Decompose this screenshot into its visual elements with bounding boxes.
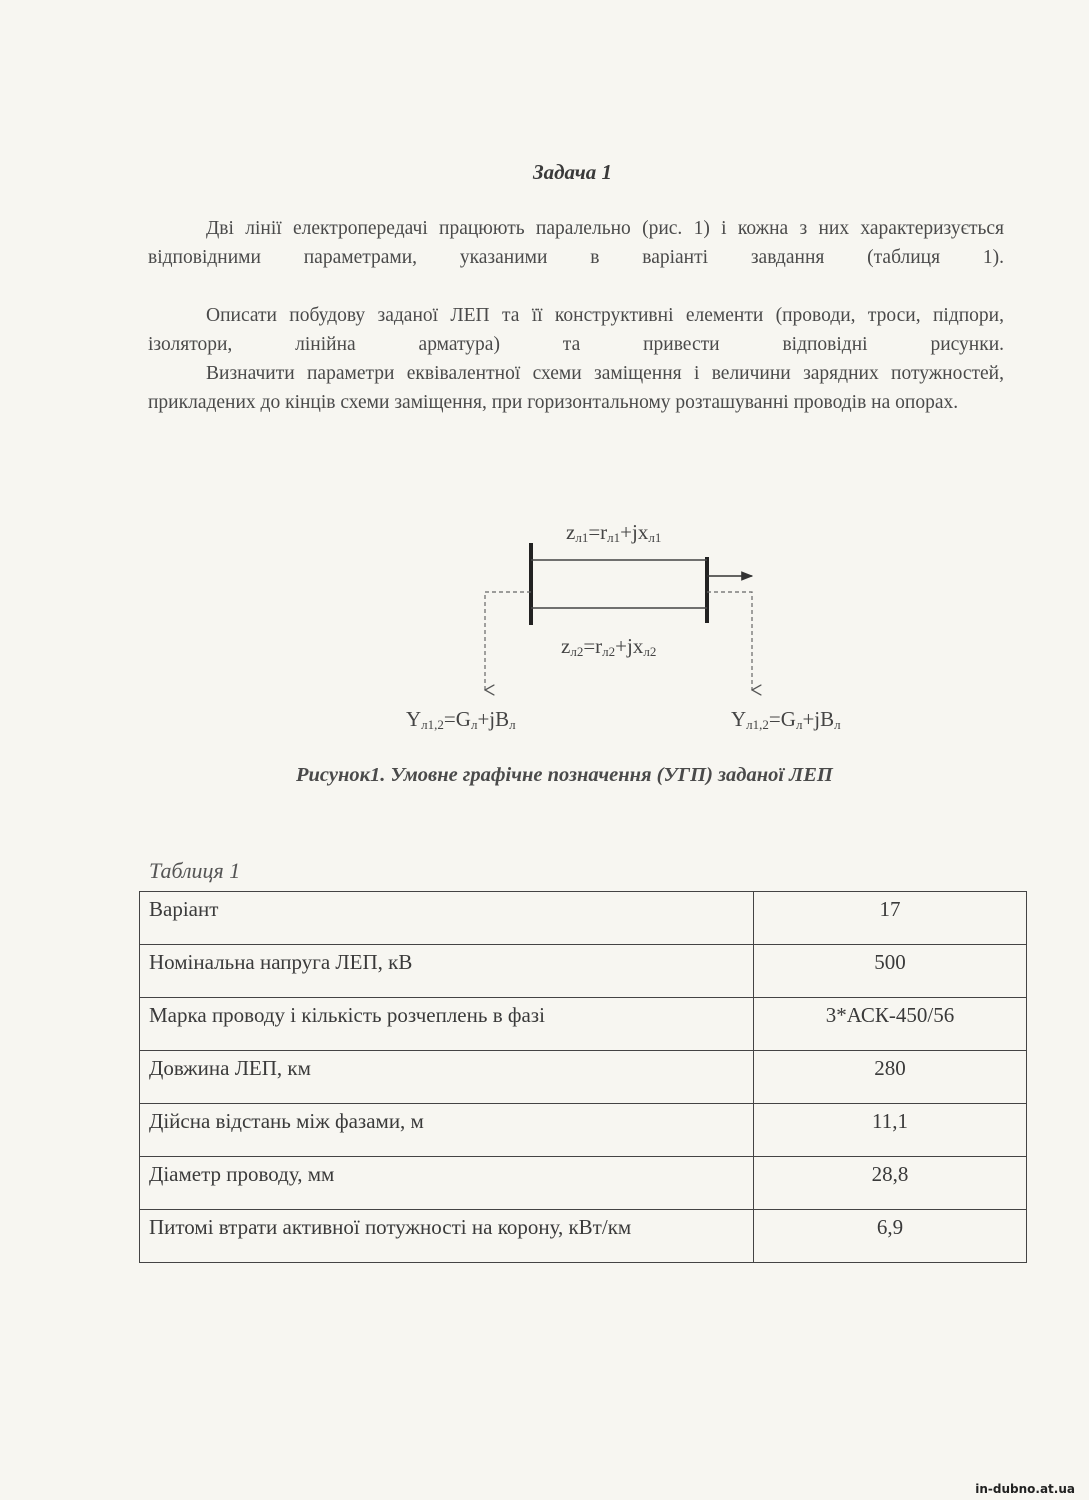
watermark: in-dubno.at.ua bbox=[975, 1482, 1075, 1496]
parameter-value: 6,9 bbox=[754, 1210, 1027, 1263]
parameter-value: 17 bbox=[754, 892, 1027, 945]
paragraph-3: Визначити параметри еквівалентної схеми заміщення і величини зарядних потужностей, прикладених до кінців схеми заміщення, при горизонтальному розташуванні проводів на опорах. bbox=[148, 363, 1004, 413]
parameter-value: 280 bbox=[754, 1051, 1027, 1104]
impedance-label-2: zл2=rл2+jxл2 bbox=[561, 634, 657, 659]
paragraph-2: Описати побудову заданої ЛЕП та її конструктивні елементи (проводи, троси, підпори, ізолятори, лінійна арматура) та привести відповідні рисунки. bbox=[148, 305, 1004, 355]
task-title: Задача 1 bbox=[532, 160, 613, 184]
parameter-value: 500 bbox=[754, 945, 1027, 998]
parameter-label: Номінальна напруга ЛЕП, кВ bbox=[140, 945, 754, 998]
figure-caption: Рисунок1. Умовне графічне позначення (УГП) заданої ЛЕП bbox=[296, 764, 833, 786]
left-shunt-branch bbox=[485, 592, 531, 690]
parameter-label: Діаметр проводу, мм bbox=[140, 1157, 754, 1210]
parameter-label: Варіант bbox=[140, 892, 754, 945]
paragraph-1: Дві лінії електропередачі працюють паралельно (рис. 1) і кожна з них характеризується відповідними параметрами, указаними в варіанті завдання (таблиця 1). bbox=[148, 218, 1004, 268]
table-row bbox=[140, 998, 1027, 1051]
table-row bbox=[140, 945, 1027, 998]
table-row bbox=[140, 1210, 1027, 1263]
parameters-table-body bbox=[140, 892, 1027, 1263]
parameter-label: Довжина ЛЕП, км bbox=[140, 1051, 754, 1104]
parameter-label: Питомі втрати активної потужності на корону, кВт/км bbox=[140, 1210, 754, 1263]
parameter-label: Марка проводу і кількість розчеплень в фазі bbox=[140, 998, 754, 1051]
parameter-label: Дійсна відстань між фазами, м bbox=[140, 1104, 754, 1157]
impedance-label-1: zл1=rл1+jxл1 bbox=[566, 520, 662, 545]
table-label: Таблиця 1 bbox=[149, 858, 241, 883]
parameter-value: 11,1 bbox=[754, 1104, 1027, 1157]
admittance-label-left: Yл1,2=Gл+jBл bbox=[406, 707, 516, 732]
parameter-value: 3*АСК-450/56 bbox=[754, 998, 1027, 1051]
table-row bbox=[140, 1051, 1027, 1104]
parameters-table bbox=[139, 891, 1027, 1263]
table-row bbox=[140, 1157, 1027, 1210]
table-row bbox=[140, 1104, 1027, 1157]
right-shunt-branch bbox=[707, 592, 752, 690]
table-row bbox=[140, 892, 1027, 945]
admittance-label-right: Yл1,2=Gл+jBл bbox=[731, 707, 841, 732]
parameter-value: 28,8 bbox=[754, 1157, 1027, 1210]
